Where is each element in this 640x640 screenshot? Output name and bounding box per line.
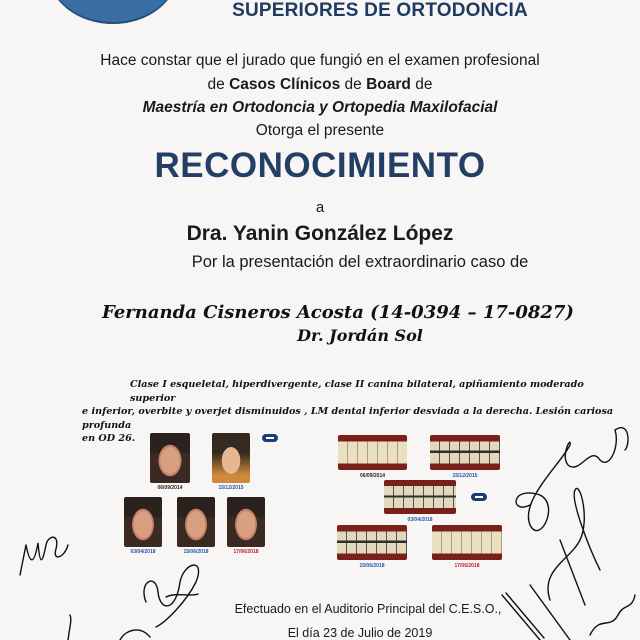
board-label: Board — [366, 76, 411, 93]
facial-photo-1 — [150, 433, 190, 483]
recipient-name: Dra. Yanin González López — [186, 222, 454, 245]
intraoral-photo-date-4: 15/06/2018 — [359, 563, 385, 569]
facial-photo-4 — [177, 497, 215, 547]
intro-text: de — [340, 76, 367, 93]
exam-type: Casos Clínicos — [229, 76, 341, 93]
intro-line-1: Hace constar que el jurado que fungió en el examen profesional — [100, 52, 540, 69]
facial-photo-date-5: 17/06/2018 — [233, 549, 259, 555]
program-name: Maestría en Ortodoncia y Ortopedia Maxilofacial — [142, 99, 498, 116]
intraoral-photo-5 — [432, 525, 502, 560]
intraoral-photo-date-3: 03/04/2018 — [407, 517, 433, 523]
intro-line-4: Otorga el presente — [255, 122, 385, 139]
intraoral-photo-date-2: 15/12/2015 — [452, 473, 478, 479]
facial-photo-3 — [124, 497, 162, 547]
facial-photo-date-3: 03/04/2018 — [130, 549, 156, 555]
facial-photo-5 — [227, 497, 265, 547]
facial-photo-date-2: 15/12/2015 — [218, 485, 244, 491]
signature-bottom-right-icon — [500, 585, 640, 640]
facial-photo-date-1: 06/09/2014 — [157, 485, 183, 491]
certificate-title: RECONOCIMIENTO — [154, 146, 486, 185]
intro-text: de — [207, 76, 230, 93]
description-line-3: en OD 26. — [82, 433, 136, 444]
patient-case: Fernanda Cisneros Acosta (14-0394 – 17-0827) — [102, 302, 574, 323]
intraoral-photo-3 — [384, 480, 456, 514]
event-location: Efectuado en el Auditorio Principal del C.E.S.O., — [234, 602, 502, 616]
institution-name: SUPERIORES DE ORTODONCIA — [232, 0, 528, 21]
intraoral-photo-date-5: 17/06/2018 — [454, 563, 480, 569]
description-line-1: Clase I esqueletal, hiperdivergente, clase II canina bilateral, apiñamiento moderado superior — [130, 379, 584, 404]
intraoral-photo-date-1: 06/09/2014 — [359, 473, 386, 479]
award-reason: Por la presentación del extraordinario caso de — [191, 253, 529, 271]
signature-bottom-left-icon — [60, 615, 160, 640]
institution-badge-icon — [471, 493, 487, 501]
intraoral-photo-2 — [430, 435, 500, 470]
institution-badge-icon — [262, 434, 278, 442]
intraoral-photo-1 — [338, 435, 407, 470]
signature-left-icon — [12, 525, 72, 585]
recipient-prefix: a — [315, 199, 325, 216]
case-doctor: Dr. Jordán Sol — [297, 326, 423, 345]
facial-photo-2 — [212, 433, 250, 483]
facial-photo-date-4: 15/06/2018 — [183, 549, 209, 555]
intraoral-photo-4 — [337, 525, 407, 560]
intro-text: de — [410, 76, 433, 93]
description-line-2: e inferior, overbite y overjet disminuidos , LM dental inferior desviada a la derecha. Lesión cariosa profunda — [82, 406, 614, 431]
event-date: El día 23 de Julio de 2019 — [287, 626, 433, 640]
intro-line-2 — [0, 76, 640, 94]
